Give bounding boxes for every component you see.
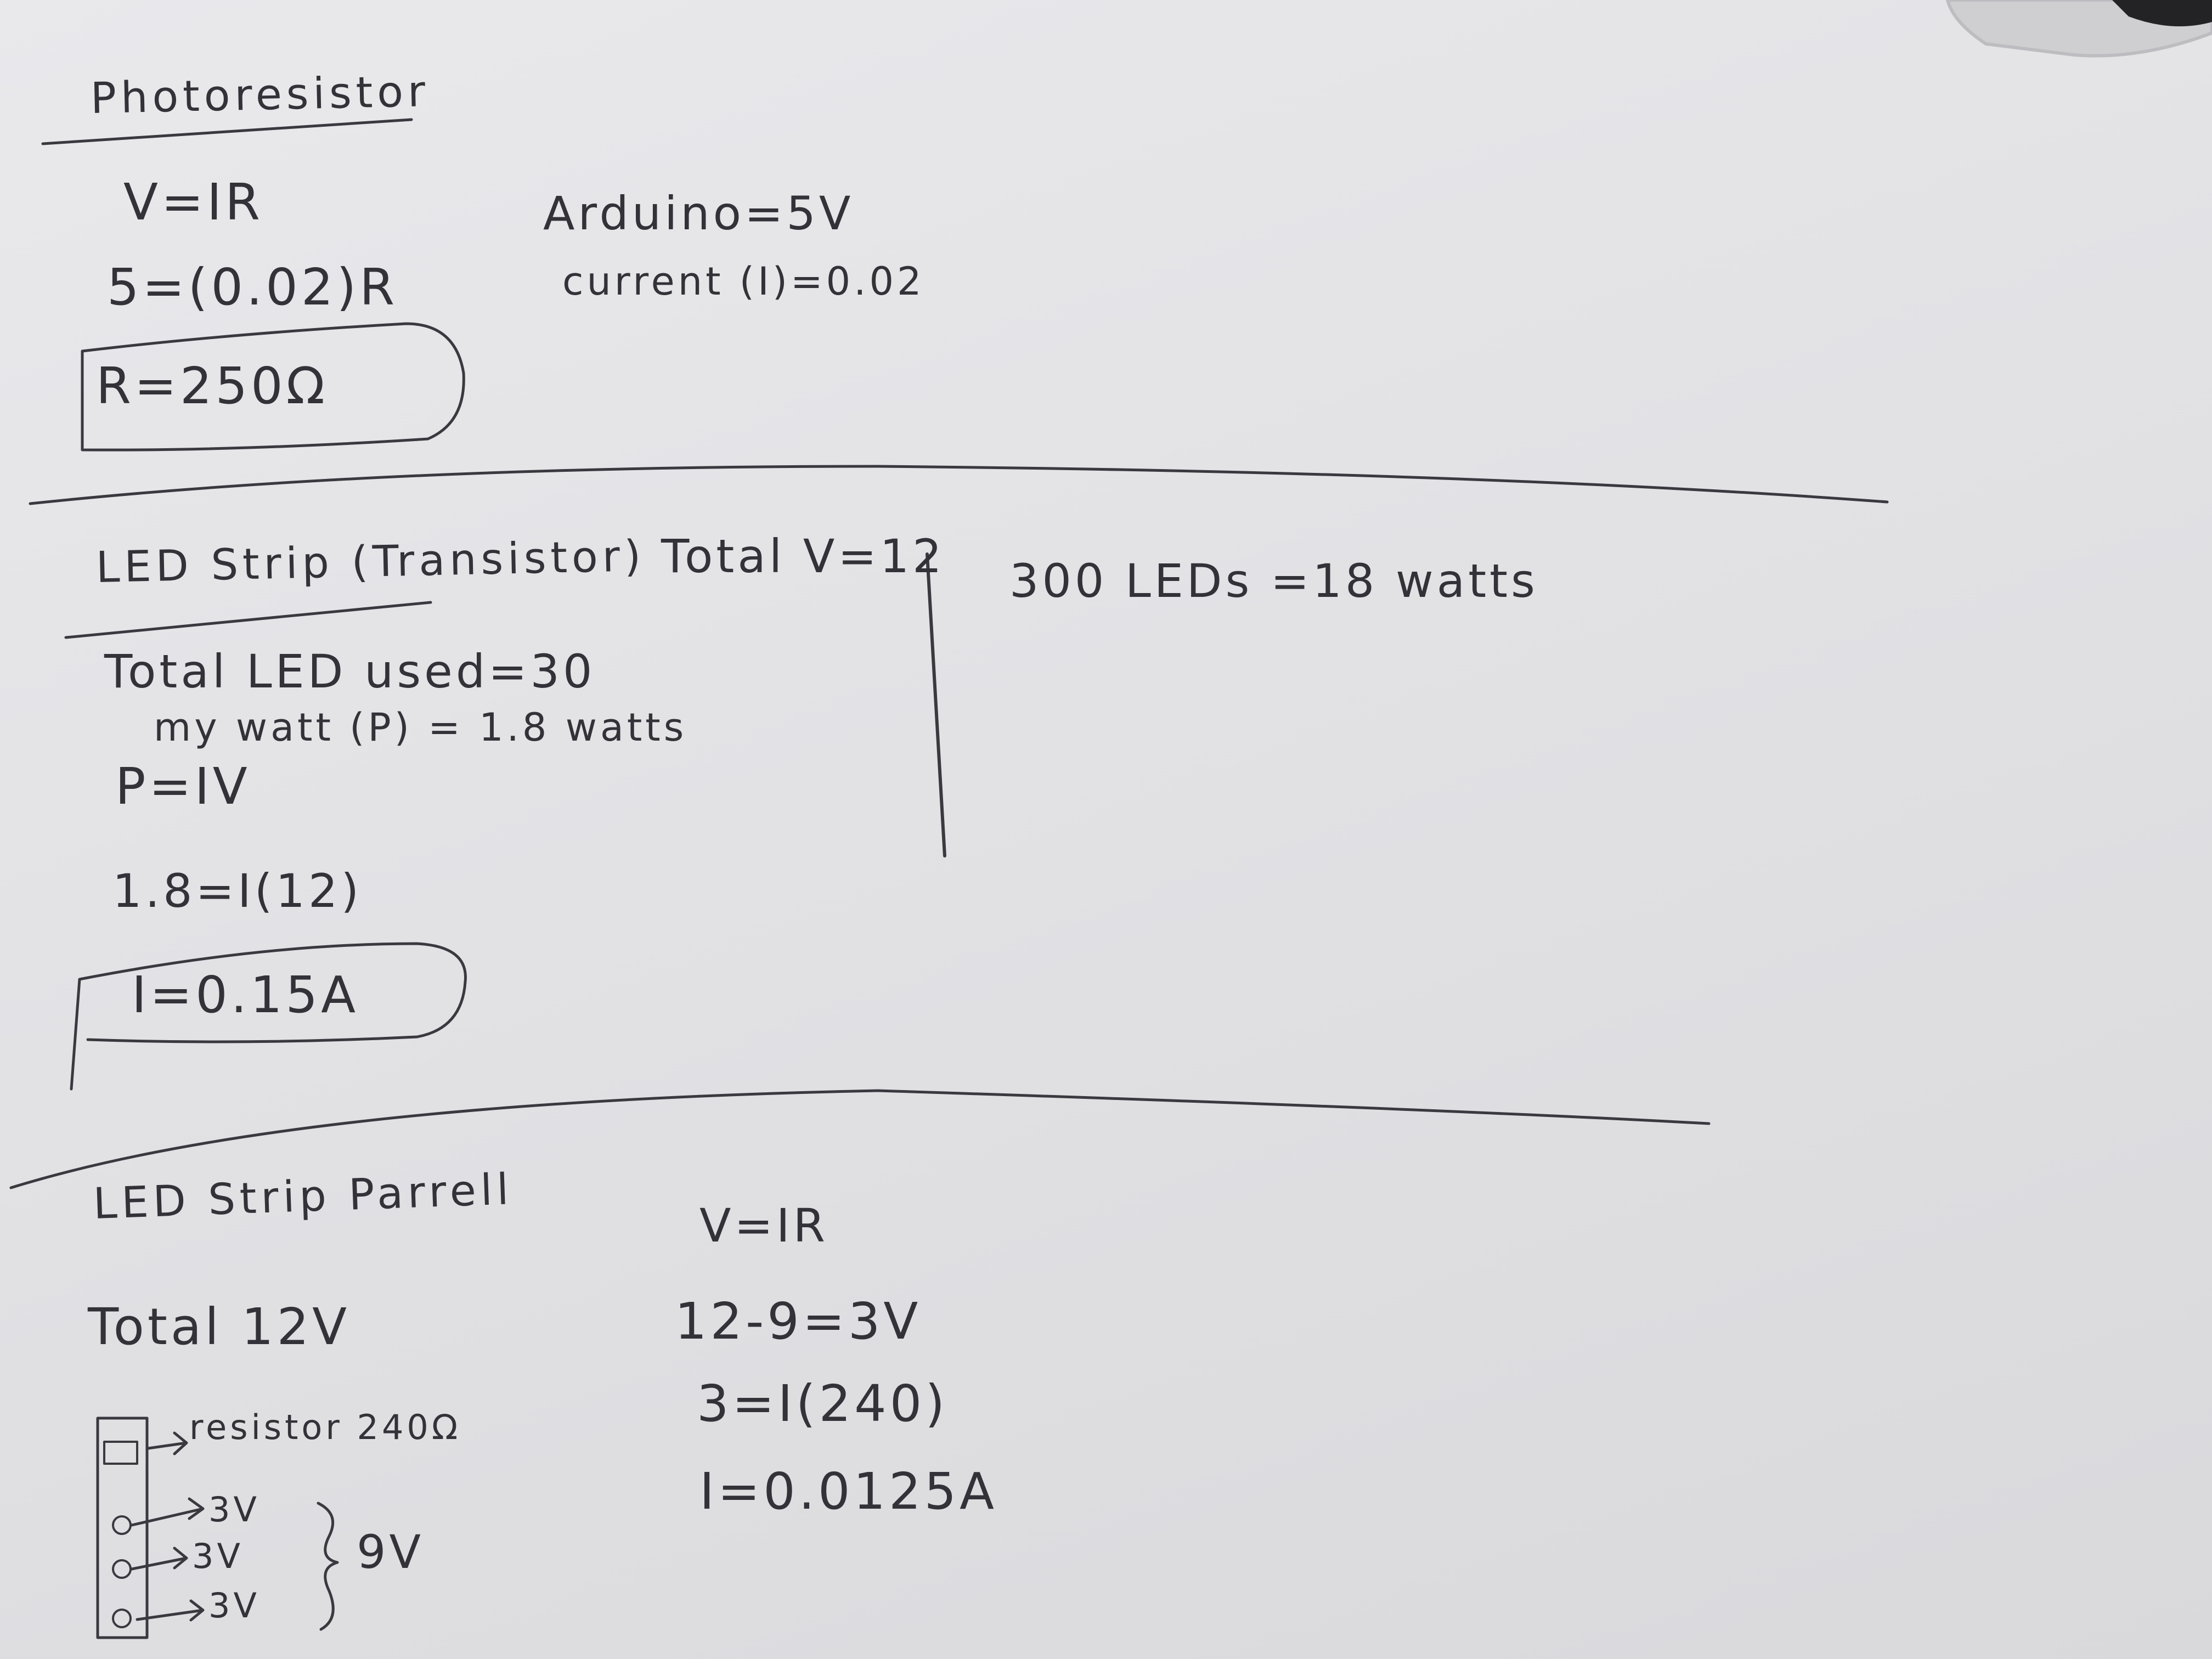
- transistor-heading: LED Strip (Transistor): [95, 532, 646, 592]
- photoresistor-result: R=250Ω: [96, 357, 328, 415]
- transistor-power-formula: P=IV: [115, 757, 251, 816]
- arrow-led-1: [132, 1499, 203, 1525]
- parallel-result: I=0.0125A: [699, 1462, 998, 1521]
- parallel-total: Total 12V: [88, 1297, 351, 1356]
- parallel-voltage-calc: 12-9=3V: [675, 1292, 922, 1351]
- arrow-led-2: [132, 1548, 187, 1569]
- resistor-symbol: [104, 1442, 137, 1464]
- transistor-result: I=0.15A: [132, 966, 359, 1024]
- section-divider-1: [30, 466, 1887, 504]
- photoresistor-formula: V=IR: [123, 173, 264, 232]
- transistor-my-watt: my watt (P) = 1.8 watts: [154, 705, 687, 750]
- parallel-resistor-label: resistor 240Ω: [189, 1407, 461, 1447]
- arduino-voltage: Arduino=5V: [543, 187, 854, 240]
- transistor-heading-underline: [66, 602, 431, 637]
- parallel-led-drop-1: 3V: [208, 1489, 260, 1530]
- curly-brace: [318, 1503, 337, 1629]
- transistor-total-voltage: Total V=12: [661, 529, 945, 583]
- parallel-led-drop-3: 3V: [208, 1585, 260, 1626]
- parallel-substitution: 3=I(240): [697, 1374, 949, 1433]
- parallel-formula: V=IR: [699, 1199, 828, 1252]
- arduino-current: current (I)=0.02: [562, 259, 925, 304]
- photoresistor-heading: Photoresistor: [90, 67, 430, 123]
- led-symbol-2: [113, 1560, 131, 1578]
- arrow-resistor: [148, 1433, 187, 1454]
- transistor-substitution: 1.8=I(12): [112, 864, 363, 918]
- parallel-heading: LED Strip Parrell: [92, 1165, 514, 1229]
- transistor-side-note: 300 LEDs =18 watts: [1009, 554, 1538, 608]
- parallel-led-drop-2: 3V: [192, 1536, 244, 1576]
- parallel-group-total: 9V: [357, 1525, 424, 1579]
- photoresistor-substitution: 5=(0.02)R: [107, 258, 398, 317]
- transistor-total-leds: Total LED used=30: [104, 645, 596, 698]
- vertical-separator: [927, 554, 945, 856]
- led-symbol-3: [113, 1610, 131, 1627]
- led-symbol-1: [113, 1516, 131, 1534]
